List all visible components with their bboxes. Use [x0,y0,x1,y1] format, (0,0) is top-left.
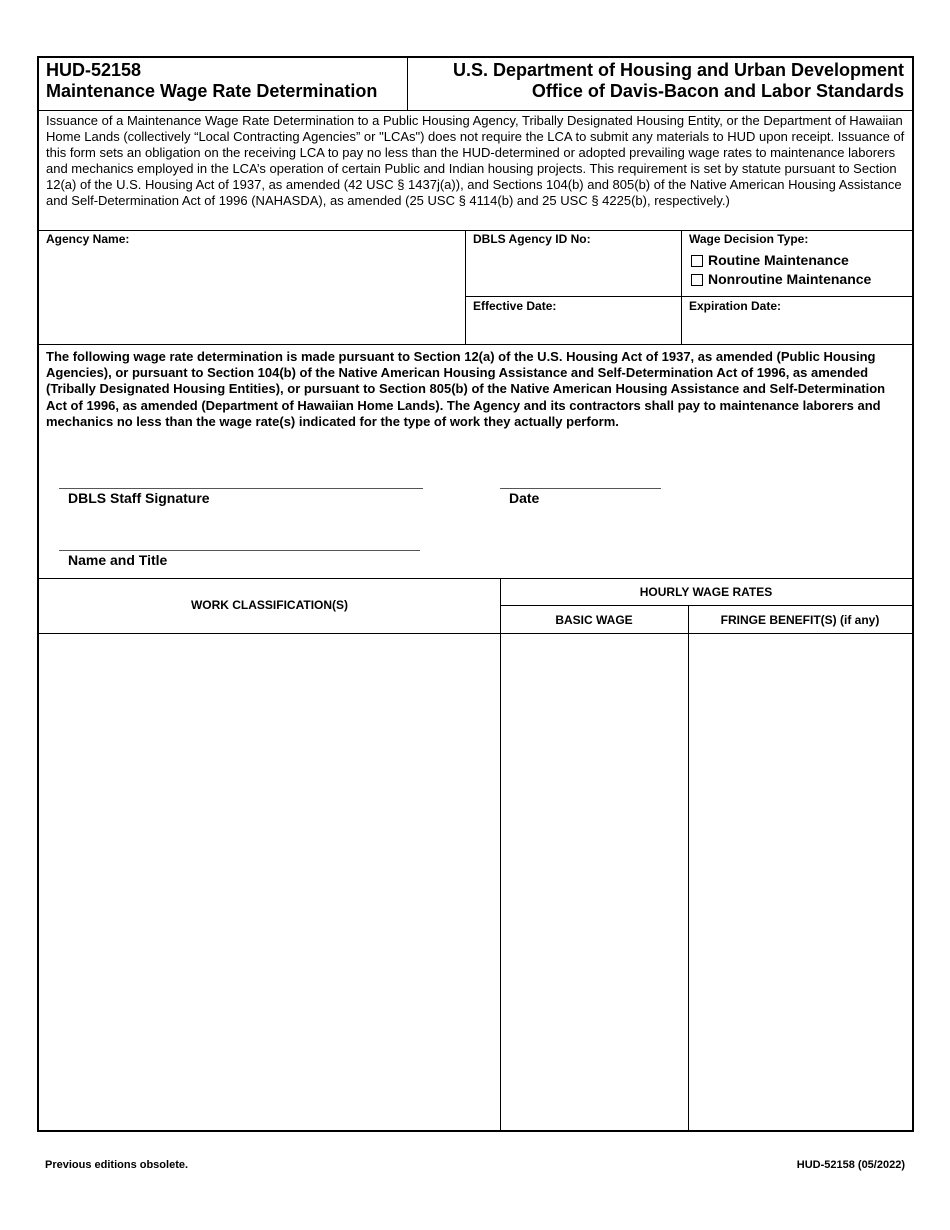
form-number: HUD-52158 [46,60,142,80]
nonroutine-checkbox[interactable] [691,274,703,286]
name-title-label: Name and Title [68,552,168,568]
table-top-divider [39,578,912,579]
form-title: Maintenance Wage Rate Determination [46,81,378,101]
header-divider [39,110,912,111]
obsolete-note: Previous editions obsolete. [45,1159,189,1171]
expiration-date-label: Expiration Date: [689,299,782,313]
routine-label: Routine Maintenance [708,252,849,268]
expiration-date-field[interactable] [682,297,912,344]
agency-id-label: DBLS Agency ID No: [473,232,591,246]
routine-checkbox[interactable] [691,255,703,267]
date-label: Date [509,490,540,506]
work-classification-header: WORK CLASSIFICATION(S) [190,598,349,612]
basic-wage-cell[interactable] [501,634,688,1130]
form-version: HUD-52158 (05/2022) [796,1159,905,1171]
table-subheader-divider [500,605,912,606]
nonroutine-label: Nonroutine Maintenance [708,271,872,287]
fringe-benefit-cell[interactable] [689,634,912,1130]
basic-wage-header: BASIC WAGE [555,613,633,627]
name-title-line[interactable] [59,550,420,551]
effective-date-label: Effective Date: [473,299,557,313]
wage-decision-type-label: Wage Decision Type: [689,232,809,246]
wage-decision-type-field [682,230,912,296]
department-name: U.S. Department of Housing and Urban Development [452,60,904,80]
agency-name-field[interactable] [39,230,465,344]
routine-option[interactable] [691,251,849,270]
fields-bottom-divider [39,344,912,345]
agency-title-block [409,58,912,110]
hourly-rates-header: HOURLY WAGE RATES [639,585,773,599]
form-title-block [39,58,408,110]
office-name: Office of Davis-Bacon and Labor Standards [531,81,904,101]
work-classification-cell[interactable] [39,634,500,1130]
agency-name-label: Agency Name: [46,232,130,246]
agency-id-field[interactable] [466,230,681,296]
nonroutine-option[interactable] [691,270,871,289]
determination-paragraph: The following wage rate determination is made pursuant to Section 12(a) of the U.S. Housing Act of 1937, as amended (Public Housing Agencies), or pursuant to Section 104(b) of the Native American Housing Assistance and Self-Determination Act of 1996, as amended (Tribally Designated Housing Entities), or pursuant to Section 805(b) of the Native American Housing Assistance and Self-Determination Act of 1996, as amended (Department of Hawaiian Home Lands). The Agency and its contractors shall pay to maintenance laborers and mechanics no less than the wage rate(s) indicated for the type of work they actually perform. [46,349,886,429]
intro-paragraph: Issuance of a Maintenance Wage Rate Determination to a Public Housing Agency, Tribally Designated Housing Entity, or the Department of Hawaiian Home Lands (collectively “Local Contracting Agencies” or "LCAs") does not require the LCA to submit any materials to HUD upon receipt. Issuance of this form sets an obligation on the receiving LCA to pay no less than the HUD-determined or adopted prevailing wage rates to maintenance laborers and mechanics employed in the LCA’s operation of certain Public and Indian housing projects. This requirement is set by statute pursuant to Section 12(a) of the U.S. Housing Act of 1937, as amended (42 USC § 1437j(a)), and Sections 104(b) and 805(b) of the Native American Housing Assistance and Self-Determination Act of 1996 (NAHASDA), as amended (25 USC § 4114(b) and 25 USC § 4225(b), respectively.) [46,113,905,209]
fringe-benefit-header: FRINGE BENEFIT(S) (if any) [720,613,880,627]
staff-signature-label: DBLS Staff Signature [68,490,210,506]
staff-signature-line[interactable] [59,488,423,489]
date-line[interactable] [500,488,661,489]
effective-date-field[interactable] [466,297,681,344]
